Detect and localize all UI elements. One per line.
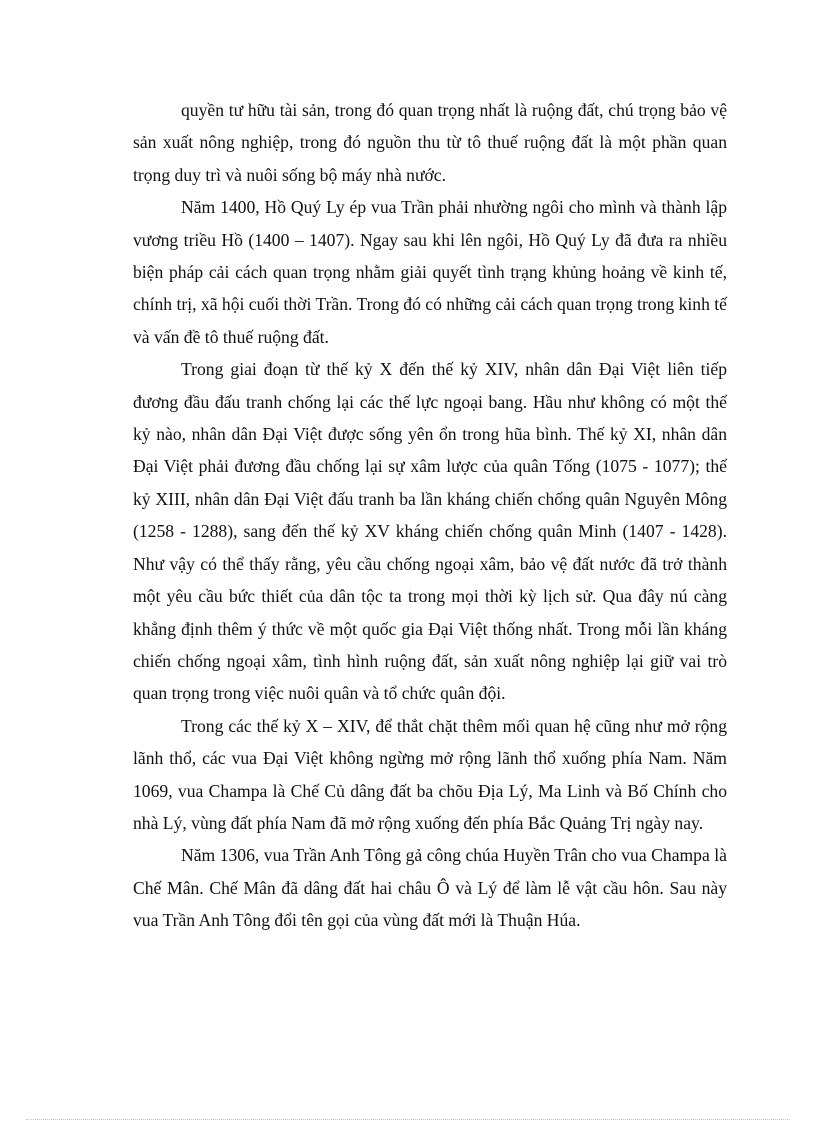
paragraph-1: quyền tư hữu tài sản, trong đó quan trọng nhất là ruộng đất, chú trọng bảo vệ sản xuất nông nghiệp, trong đó nguồn thu từ tô thuế ruộng đất là một phần quan trọng duy trì và nuôi sống bộ máy nhà nước. <box>133 100 727 185</box>
paragraph-4: Trong các thế kỷ X – XIV, để thắt chặt thêm mối quan hệ cũng như mở rộng lãnh thổ, các vua Đại Việt không ngừng mở rộng lãnh thổ xuống phía Nam. Năm 1069, vua Champa là Chế Củ dâng đất ba chõu Địa Lý, Ma Linh và Bố Chính cho nhà Lý, vùng đất phía Nam đã mở rộng xuống đến phía Bắc Quảng Trị ngày nay. <box>133 715 727 833</box>
page-bottom-rule <box>26 1119 790 1120</box>
paragraph-5: Năm 1306, vua Trần Anh Tông gả công chúa Huyền Trân cho vua Champa là Chế Mân. Chế Mân đã dâng đất hai châu Ô và Lý để làm lễ vật cầu hôn. Sau này vua Trần Anh Tông đổi tên gọi của vùng đất mới là Thuận Húa. <box>133 845 727 931</box>
paragraph-3: Trong giai đoạn từ thế kỷ X đến thế kỷ XIV, nhân dân Đại Việt liên tiếp đương đầu đấu tranh chống lại các thế lực ngoại bang. Hầu như không có một thế kỷ nào, nhân dân Đại Việt được sống yên ổn trong hũa bình. Thế kỷ XI, nhân dân Đại Việt phải đương đầu chống lại sự xâm lược của quân Tống (1075 - 1077); thế kỷ XIII, nhân dân Đại Việt đấu tranh ba lần kháng chiến chống quân Nguyên Mông (1258 - 1288), sang đến thế kỷ XV kháng chiến chống quân Minh (1407 - 1428). Như vậy có thể thấy rằng, yêu cầu chống ngoại xâm, bảo vệ đất nước đã trở thành một yêu cầu bức thiết của dân tộc ta trong mọi thời kỳ lịch sử. Qua đây nú càng khẳng định thêm ý thức về một quốc gia Đại Việt thống nhất. Trong mỗi lần kháng chiến chống ngoại xâm, tình hình ruộng đất, sản xuất nông nghiệp lại giữ vai trò quan trọng trong việc nuôi quân và tổ chức quân đội. <box>133 359 727 704</box>
paragraph-2: Năm 1400, Hồ Quý Ly ép vua Trần phải nhường ngôi cho mình và thành lập vương triều Hồ (1400 – 1407). Ngay sau khi lên ngôi, Hồ Quý Ly đã đưa ra nhiều biện pháp cải cách quan trọng nhằm giải quyết tình trạng khủng hoảng về kinh tế, chính trị, xã hội cuối thời Trần. Trong đó có những cải cách quan trọng trong kinh tế và vấn đề tô thuế ruộng đất. <box>133 197 727 347</box>
document-page <box>133 94 727 937</box>
